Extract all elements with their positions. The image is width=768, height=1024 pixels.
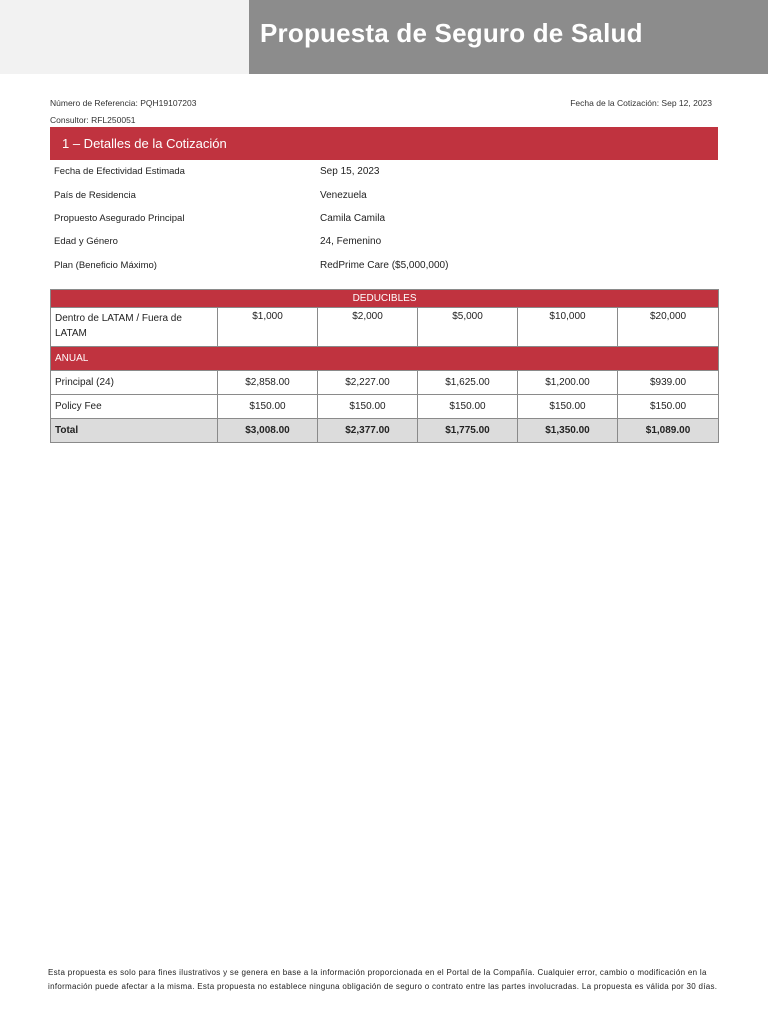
premium-cell: $2,227.00 [318, 371, 418, 395]
fee-cell: $150.00 [618, 395, 719, 419]
deductible-level: $5,000 [418, 308, 518, 347]
table-row [51, 395, 719, 419]
detail-row-effective-date [54, 166, 714, 186]
fee-cell: $150.00 [418, 395, 518, 419]
premium-cell: $1,625.00 [418, 371, 518, 395]
detail-value: Sep 15, 2023 [320, 166, 380, 177]
detail-row-insured [54, 213, 714, 233]
premium-cell: $1,200.00 [518, 371, 618, 395]
fee-cell: $150.00 [318, 395, 418, 419]
premium-cell: $939.00 [618, 371, 719, 395]
deductibles-header-row [51, 290, 719, 308]
section-title: 1 – Detalles de la Cotización [62, 136, 227, 151]
deductible-level: $2,000 [318, 308, 418, 347]
detail-row-residence [54, 190, 714, 210]
annual-header-row [51, 347, 719, 371]
fee-cell: $150.00 [518, 395, 618, 419]
page-title: Propuesta de Seguro de Salud [260, 18, 643, 48]
total-cell: $1,089.00 [618, 419, 719, 443]
total-cell: $1,350.00 [518, 419, 618, 443]
deductible-levels-row [51, 308, 719, 347]
quote-date: Fecha de la Cotización: Sep 12, 2023 [570, 98, 712, 108]
disclaimer-text: Esta propuesta es solo para fines ilustrativos y se genera en base a la información proporcionada en el Portal de la Compañía. Cualquier error, cambio o modificación en la información puede afectar a la misma. Esta propuesta no establece ninguna obligación de seguro o contrato entre las partes involucradas. La propuesta es válida por 30 días. [48, 968, 718, 991]
header-left-band [0, 0, 249, 74]
deductibles-table [50, 289, 719, 443]
region-label: Dentro de LATAM / Fuera de LATAM [51, 308, 218, 347]
reference-number: Número de Referencia: PQH19107203 [50, 98, 197, 108]
detail-label: Fecha de Efectividad Estimada [54, 166, 185, 177]
deductible-level: $20,000 [618, 308, 719, 347]
detail-value: Venezuela [320, 190, 367, 201]
total-cell: $2,377.00 [318, 419, 418, 443]
total-row [51, 419, 719, 443]
premium-cell: $2,858.00 [218, 371, 318, 395]
fee-cell: $150.00 [218, 395, 318, 419]
deductibles-header: DEDUCIBLES [51, 290, 719, 308]
detail-row-plan [54, 260, 714, 280]
detail-label: País de Residencia [54, 190, 136, 201]
annual-label: ANUAL [51, 347, 719, 371]
detail-value: Camila Camila [320, 213, 386, 224]
detail-value: RedPrime Care ($5,000,000) [320, 260, 449, 271]
row-label: Policy Fee [51, 395, 218, 419]
total-cell: $1,775.00 [418, 419, 518, 443]
deductible-level: $10,000 [518, 308, 618, 347]
detail-label: Plan (Beneficio Máximo) [54, 260, 157, 271]
row-label: Principal (24) [51, 371, 218, 395]
section-header-quote-details [50, 127, 718, 160]
detail-row-age-gender [54, 236, 714, 256]
table-row [51, 371, 719, 395]
deductible-level: $1,000 [218, 308, 318, 347]
total-cell: $3,008.00 [218, 419, 318, 443]
total-label: Total [51, 419, 218, 443]
consultant-id: Consultor: RFL250051 [50, 115, 136, 125]
detail-label: Propuesto Asegurado Principal [54, 213, 185, 224]
detail-label: Edad y Género [54, 236, 118, 247]
detail-value: 24, Femenino [320, 236, 382, 247]
